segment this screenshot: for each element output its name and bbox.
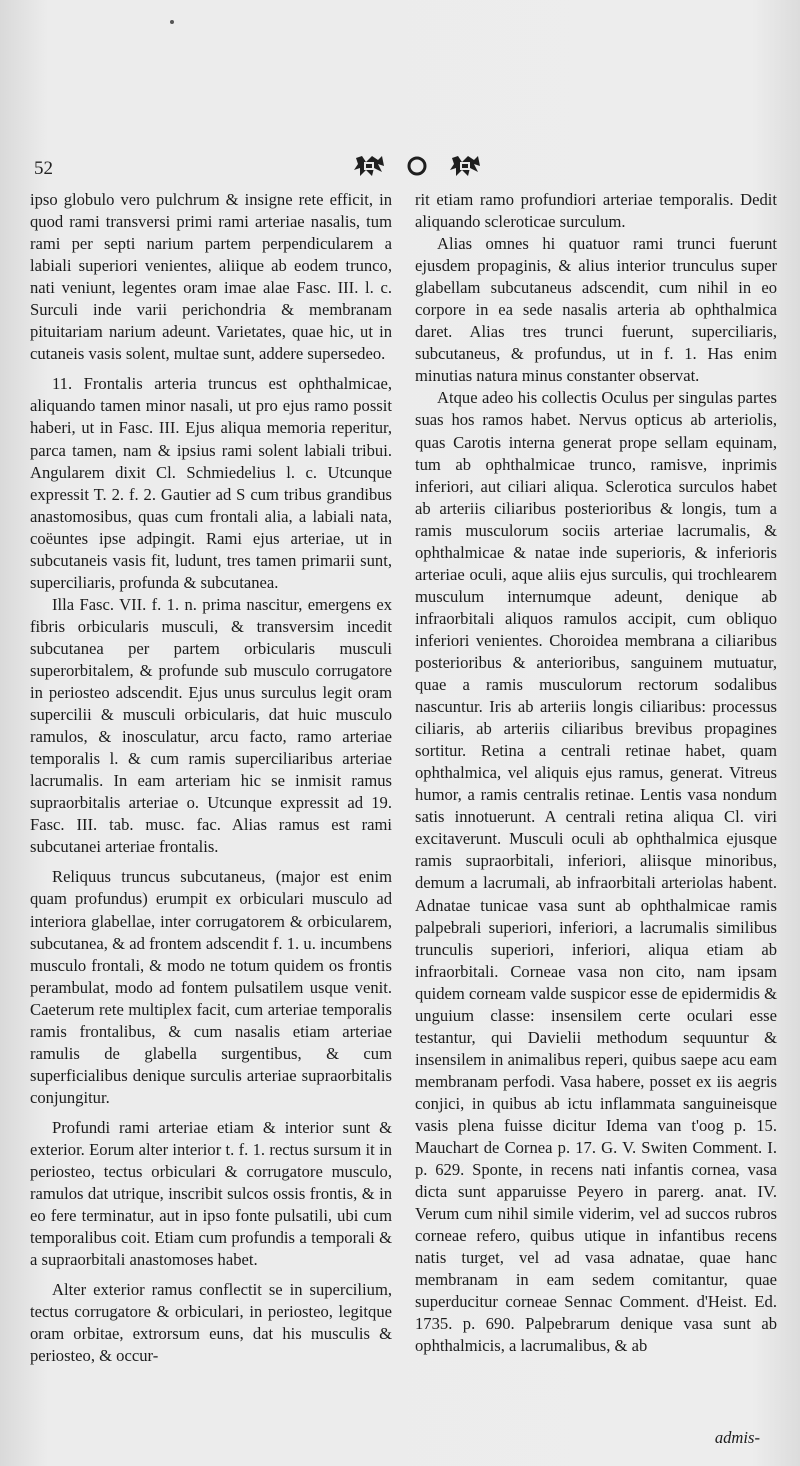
right-column (415, 189, 777, 1357)
paragraph: 11. Frontalis arteria truncus est ophthalmicae, aliquando tamen minor nasali, ut pro ejus ramo possit haberi, ut in Fasc. III. Ejus aliqua memoria reperitur, parca tamen, nam & ipsius rami solent labiali tribui. Angularem dixit Cl. Schmiedelius l. c. Utcunque expressit T. 2. f. 2. Gautier ad S cum tribus grandibus anastomosibus, quas cum frontali alia, a labiali nata, coëuntes ipse adpingit. Rami ejus arteriae, ut in subcutaneis vasis fit, ludunt, tres tamen primarii sunt, superciliaris, profunda & subcutanea. (30, 374, 392, 592)
page-header (30, 152, 775, 182)
paragraph: Illa Fasc. VII. f. 1. n. prima nascitur, emergens ex fibris orbicularis musculi, & transversim incedit subcutanea per partem orbicularis musculi superorbitalem, & profunde sub musculo corrugatore in periosteo adscendit. Ejus unus surculus legit oram supercilii & musculi orbicularis, dat huic musculo ramulos, & inosculatur, arcu facto, ramo arteriae temporalis l. & cum ramis superciliaribus arteriae lacrumalis. In eam arteriam hic se inmisit ramus supraorbitalis arteriae o. Utcunque expressit ad 19. Fasc. III. tab. musc. fac. Alias ramus est rami subcutanei arteriae frontalis. (30, 594, 392, 857)
paragraph: Atque adeo his collectis Oculus per singulas partes suas hos ramos habet. Nervus opticus ab arteriolis, quas Carotis interna generat prope sellam equinam, tum ab ophthalmicae trunco, ramisve, inprimis inferiori, aut ciliari aliqua. Sclerotica surculos habet ab arteriis ciliaribus posterioribus & longis, tum a ramis musculorum sociis arteriae lacrumalis, & ophthalmicae & natae inde superioris, & inferioris arteriae oculi, aque aliis ejus surculis, qui trochlearem musculum internumque adeunt, denique ab infraorbitali aliquos ramulos accipit, cum obliquo inferiori venientes. Choroidea membrana a ciliaribus posterioribus & anterioribus, sanguinem mutuatur, quae a ramis musculorum rectorum sodalibus nascuntur. Iris ab arteriis longis ciliaribus: processus ciliaris, ab arteriis ciliaribus brevibus propagines sortitur. Retina a centrali retinae habet, quam ophthalmica, vel aliquis ejus ramus, generat. Vitreus humor, a ramis centralis retinae. Lentis vasa nondum satis innotuerunt. A centrali retina aliqua Cl. viri excitaverunt. Musculi oculi ab ophthalmica ejusque ramis supraorbitali, inferiori, aliisque minoribus, demum a lacrumali, ab infraorbitali arteriolas habent. Adnatae tunicae vasa sunt ab ophthalmicae ramis palpebrali superiori, inferiori, a lacrumalis similibus trunculis superiori, inferiori, aliqua etiam ab infraorbitali. Corneae vasa non cito, nam ipsam quidem corneam valde suspicor esse de epidermidis & unguium classe: insensilem certe oculari esse testantur, qui Davielii methodum sequuntur & insensilem in animalibus reperi, quibus saepe acu eam membranam perfodi. Vasa habere, posset ex iis aegris conjici, in quibus ab ictu inflammata sanguineisque vasis plena fuisse dicitur Idema van t'oog p. 15. Mauchart de Cornea p. 17. G. V. Switen Comment. I. p. 629. Sponte, in recens nati infantis cornea, vasa dicta sunt apparuisse Peyero in parerg. anat. IV. Verum cum nihil simile viderim, vel ad succos rubros corneae refero, quibus utique in infantibus recens natis turget, vel ad vasa adnatae, quae hanc membranam in eam sedem comitantur, quae superducitur corneae Sennac Comment. d'Heist. Ed. 1735. p. 690. Palpebrarum denique vasa sunt ab ophthalmicis, a lacrumalibus, & ab (415, 388, 777, 1356)
printer-ornament-icon (352, 152, 482, 180)
paragraph: Reliquus truncus subcutaneus, (major est enim quam profundus) erumpit ex orbiculari musculo ad interiora glabellae, inter corrugatorem & orbicularem, subcutanea, & ad frontem adscendit f. 1. u. incumbens musculo frontali, & modo ne totum quidem os frontis perambulat, modo ad fontem pulsatilem usque venit. Caeterum rete multiplex facit, cum arteriae temporalis ramis frontalibus, & cum nasalis etiam arteriae ramulis de glabella surgentibus, & cum superficialibus denique surculis arteriae supraorbitalis conjungitur. (30, 867, 392, 1107)
paragraph: ipso globulo vero pulchrum & insigne rete efficit, in quod rami transversi primi rami arteriae nasalis, tum rami per septi narium partem perpendicularem a labiali superiori venientes, aliique ab eodem trunco, nati veniunt, legentes oram imae alae Fasc. III. l. c. Surculi inde varii perichondria & membranam pituitariam narium adeunt. Varietates, quae hic, ut in cutaneis vasis solent, multae sunt, addere supersedeo. (30, 190, 392, 364)
page-number: 52 (34, 158, 53, 179)
print-speck (170, 20, 174, 24)
paragraph: Alter exterior ramus conflectit se in supercilium, tectus corrugatore & orbiculari, in periosteo, legitque oram orbitae, extrorsum euns, dat his musculis & periosteo, & occur- (30, 1280, 392, 1366)
catchword: admis- (714, 1428, 760, 1447)
paragraph: rit etiam ramo profundiori arteriae temporalis. Dedit aliquando scleroticae surculum. (415, 190, 777, 232)
paragraph: Alias omnes hi quatuor rami trunci fuerunt ejusdem propaginis, & alius interior trunculus super glabellam subcutaneus adscendit, cum nihil in eo corpore in ea sede nasalis arteria ab ophthalmica daret. Alias tres trunci fuerunt, superciliaris, subcutaneus, & profundus, ut in f. 1. Has enim minutias natura minus constanter observat. (415, 234, 777, 386)
paragraph: Profundi rami arteriae etiam & interior sunt & exterior. Eorum alter interior t. f. 1. rectus sursum it in periosteo, tectus orbiculari & corrugatore musculo, ramulos dat utrique, inscribit sulcos ossis frontis, & in eo fere terminatur, aut in ipso fonte pulsatili, ubi cum temporalibus coit. Etiam cum profundis a temporali & a supraorbitali anastomoses habet. (30, 1117, 392, 1270)
left-column (30, 189, 392, 1367)
